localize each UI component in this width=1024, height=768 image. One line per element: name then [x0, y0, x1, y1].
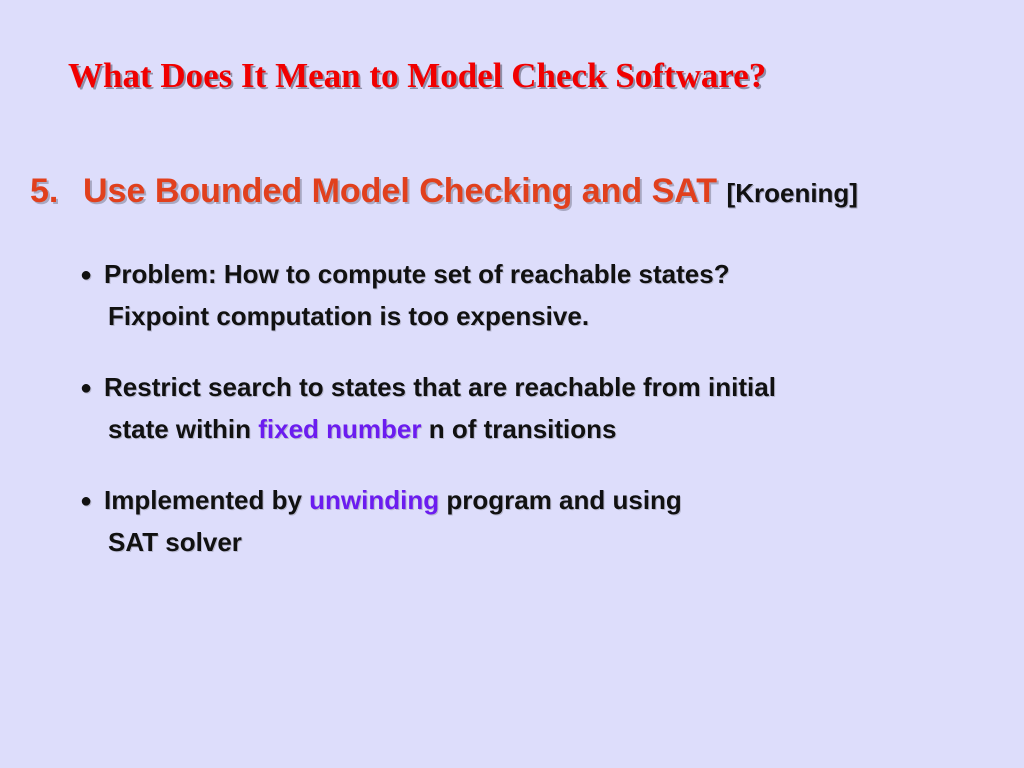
bullet-line: Problem: How to compute set of reachable states?	[104, 259, 730, 289]
highlight-text: unwinding	[309, 485, 440, 515]
bullet-text: program and using	[439, 485, 682, 515]
highlight-text: fixed number	[258, 414, 422, 444]
bullet-item	[80, 480, 682, 563]
bullet-dot-icon: ●	[80, 264, 93, 286]
bullet-text: n of transitions	[421, 414, 617, 444]
bullet-continuation: SAT solver	[108, 527, 242, 557]
slide-title: What Does It Mean to Model Check Software?	[68, 56, 767, 95]
bullet-line: Restrict search to states that are reachable from initial	[104, 372, 776, 402]
bullet-dot-icon: ●	[80, 377, 93, 399]
heading-number: 5.	[30, 172, 59, 210]
heading-text: Use Bounded Model Checking and SAT	[83, 172, 718, 210]
bullet-item	[80, 367, 776, 450]
bullet-continuation: Fixpoint computation is too expensive.	[108, 301, 590, 331]
bullet-text: state within	[108, 414, 259, 444]
section-heading	[30, 172, 858, 211]
bullet-item	[80, 254, 730, 337]
heading-citation: [Kroening]	[726, 178, 858, 208]
bullet-text: Implemented by	[104, 485, 310, 515]
bullet-dot-icon: ●	[80, 490, 93, 512]
bullet-continuation	[80, 409, 776, 450]
